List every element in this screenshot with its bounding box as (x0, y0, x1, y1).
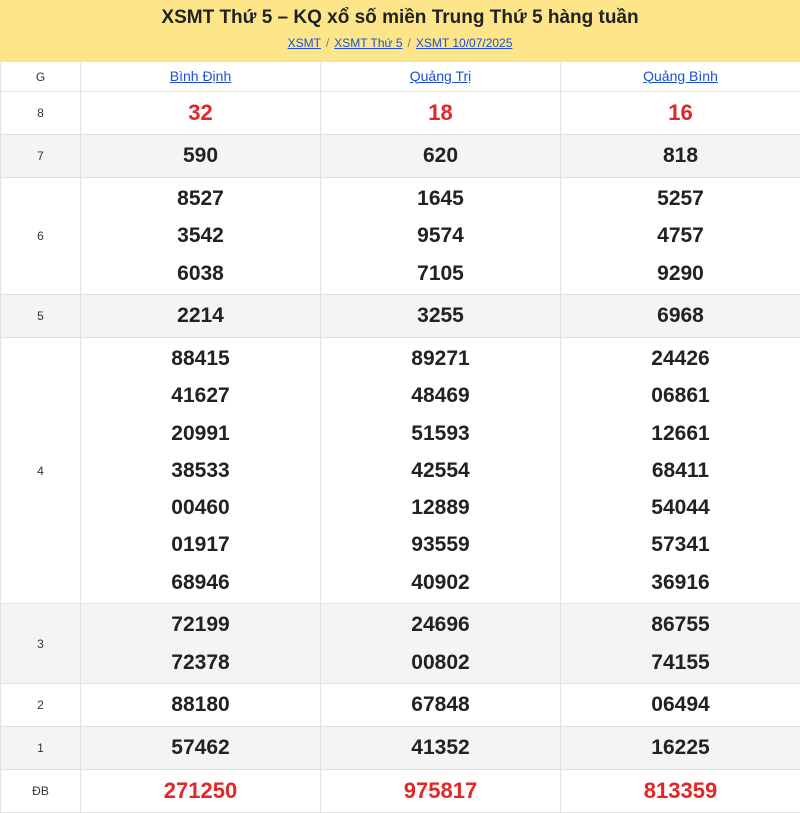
prize-cell (321, 92, 561, 135)
breadcrumb-xsmt-thu-5[interactable]: XSMT Thứ 5 (334, 36, 403, 50)
results-table (0, 61, 800, 813)
prize-label: ĐB (1, 770, 81, 813)
prize-number: 6038 (177, 261, 224, 285)
prize-number: 16 (668, 100, 693, 126)
prize-cell (321, 135, 561, 178)
table-row (1, 92, 800, 135)
prize-cell (81, 338, 321, 604)
prize-cell (561, 135, 800, 178)
prize-number: 9574 (417, 224, 464, 248)
province-header (321, 62, 561, 92)
prize-cell (81, 295, 321, 338)
results-body (1, 92, 800, 813)
prize-label: 2 (1, 684, 81, 727)
prize-number: 16225 (651, 736, 710, 760)
prize-number: 57341 (651, 533, 710, 557)
table-row (1, 178, 800, 295)
prize-cell (561, 727, 800, 770)
prize-number: 38533 (171, 458, 230, 482)
page-header (0, 0, 800, 61)
prize-cell (81, 135, 321, 178)
prize-number: 42554 (411, 458, 470, 482)
prize-number: 72199 (171, 613, 230, 637)
prize-cell (561, 338, 800, 604)
prize-number: 06861 (651, 384, 710, 408)
breadcrumb (0, 35, 800, 51)
prize-number: 40902 (411, 570, 470, 594)
prize-label: 5 (1, 295, 81, 338)
prize-label: 7 (1, 135, 81, 178)
prize-number: 12661 (651, 421, 710, 445)
prize-cell (561, 684, 800, 727)
prize-number: 68946 (171, 570, 230, 594)
table-row (1, 295, 800, 338)
table-row (1, 135, 800, 178)
table-row (1, 727, 800, 770)
prize-label: 3 (1, 604, 81, 684)
prize-number: 00460 (171, 496, 230, 520)
page-title: XSMT Thứ 5 – KQ xổ số miền Trung Thứ 5 hàng tuần (161, 7, 639, 28)
prize-number: 41627 (171, 384, 230, 408)
table-row (1, 604, 800, 684)
table-header-row (1, 62, 800, 92)
prize-cell (561, 92, 800, 135)
prize-number: 818 (662, 144, 699, 168)
prize-number: 72378 (171, 650, 230, 674)
prize-number: 6968 (657, 304, 704, 328)
province-link-quang-binh[interactable]: Quảng Bình (643, 67, 718, 84)
table-row (1, 684, 800, 727)
prize-label: 1 (1, 727, 81, 770)
prize-number: 620 (422, 144, 459, 168)
prize-number: 5257 (657, 187, 704, 211)
province-header (81, 62, 321, 92)
prize-cell (321, 727, 561, 770)
prize-number: 74155 (651, 650, 710, 674)
prize-cell (321, 295, 561, 338)
prize-cell (81, 178, 321, 295)
prize-number: 1645 (417, 187, 464, 211)
prize-number: 20991 (171, 421, 230, 445)
prize-cell (321, 684, 561, 727)
prize-number: 271250 (163, 778, 238, 804)
prize-number: 88180 (171, 693, 230, 717)
prize-cell (81, 684, 321, 727)
prize-number: 8527 (177, 187, 224, 211)
prize-number: 3255 (417, 304, 464, 328)
prize-number: 813359 (643, 778, 718, 804)
prize-number: 590 (182, 144, 219, 168)
prize-number: 86755 (651, 613, 710, 637)
prize-number: 06494 (651, 693, 710, 717)
prize-cell (321, 178, 561, 295)
prize-number: 01917 (171, 533, 230, 557)
breadcrumb-date[interactable]: XSMT 10/07/2025 (415, 36, 513, 50)
prize-number: 12889 (411, 496, 470, 520)
prize-number: 18 (428, 100, 453, 126)
prize-cell (321, 604, 561, 684)
prize-number: 3542 (177, 224, 224, 248)
prize-number: 975817 (403, 778, 478, 804)
prize-label: 6 (1, 178, 81, 295)
prize-number: 67848 (411, 693, 470, 717)
prize-number: 9290 (657, 261, 704, 285)
prize-label: 8 (1, 92, 81, 135)
prize-column-header: G (1, 62, 81, 92)
table-row (1, 338, 800, 604)
prize-cell (321, 338, 561, 604)
breadcrumb-separator: / (407, 36, 411, 50)
prize-number: 00802 (411, 650, 470, 674)
prize-label: 4 (1, 338, 81, 604)
prize-number: 88415 (171, 347, 230, 370)
prize-number: 57462 (171, 736, 230, 760)
prize-number: 24696 (411, 613, 470, 637)
prize-number: 36916 (651, 570, 710, 594)
prize-cell (81, 727, 321, 770)
prize-number: 48469 (411, 384, 470, 408)
prize-number: 51593 (411, 421, 470, 445)
province-header (561, 62, 800, 92)
table-row (1, 770, 800, 813)
prize-number: 41352 (411, 736, 470, 760)
prize-number: 24426 (651, 347, 710, 370)
prize-number: 89271 (411, 347, 470, 370)
prize-number: 4757 (657, 224, 704, 248)
breadcrumb-xsmt[interactable]: XSMT (287, 36, 321, 50)
province-link-binh-dinh[interactable]: Bình Định (169, 67, 232, 84)
prize-cell (81, 770, 321, 813)
prize-number: 2214 (177, 304, 224, 328)
prize-number: 93559 (411, 533, 470, 557)
prize-cell (81, 92, 321, 135)
prize-cell (561, 295, 800, 338)
prize-cell (561, 770, 800, 813)
prize-number: 7105 (417, 261, 464, 285)
province-link-quang-tri[interactable]: Quảng Trị (409, 67, 472, 84)
prize-number: 54044 (651, 496, 710, 520)
breadcrumb-separator: / (325, 36, 330, 50)
prize-number: 68411 (651, 458, 710, 482)
prize-cell (561, 604, 800, 684)
prize-cell (561, 178, 800, 295)
prize-cell (81, 604, 321, 684)
prize-number: 32 (188, 100, 213, 126)
prize-cell (321, 770, 561, 813)
